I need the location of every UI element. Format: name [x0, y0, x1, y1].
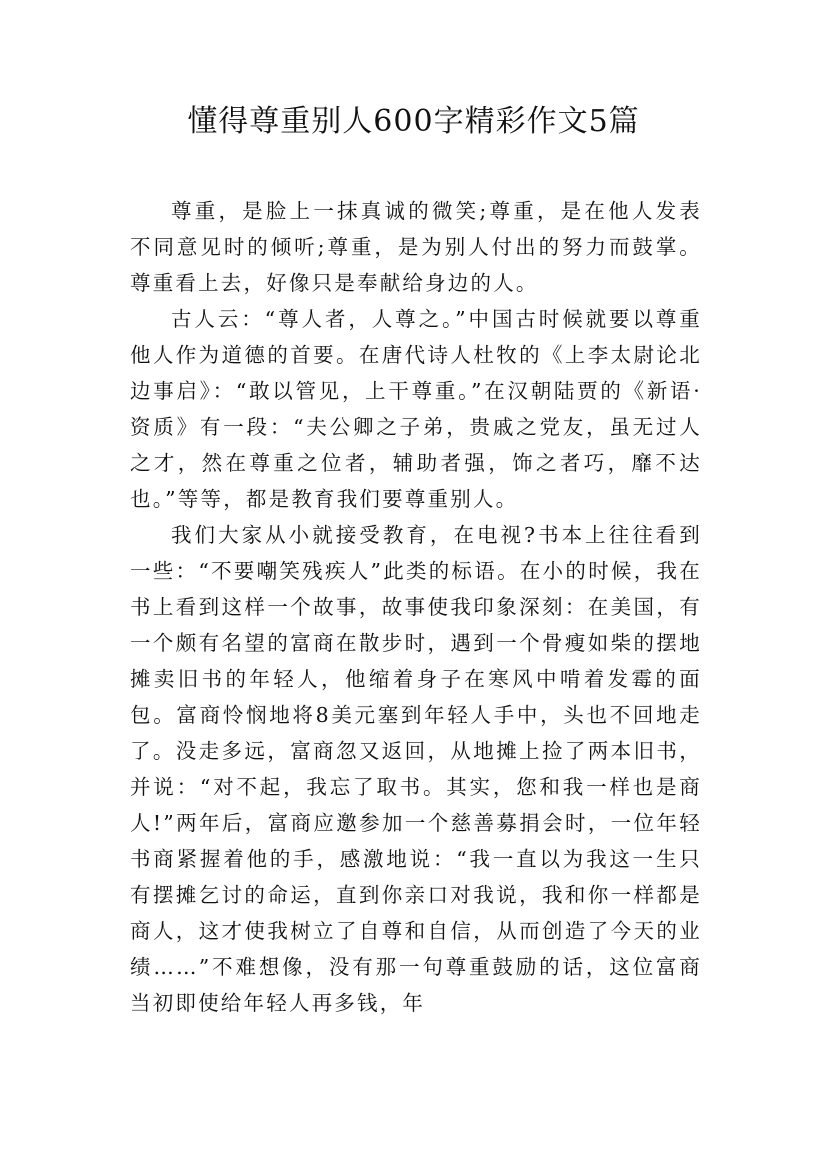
document-body [130, 193, 702, 1021]
paragraph-1: 尊重，是脸上一抹真诚的微笑;尊重，是在他人发表不同意见时的倾听;尊重，是为别人付出的努力而鼓掌。尊重看上去，好像只是奉献给身边的人。 [130, 199, 702, 295]
paragraph-2: 古人云：“尊人者，人尊之。”中国古时候就要以尊重他人作为道德的首要。在唐代诗人杜牧的《上李太尉论北边事启》：“敢以管见，上干尊重。”在汉朝陆贾的《新语·资质》有一段：“夫公卿之子弟，贵戚之党友，虽无过人之才，然在尊重之位者，辅助者强，饰之者巧，靡不达也。”等等，都是教育我们要尊重别人。 [130, 307, 702, 511]
document-title: 懂得尊重别人600字精彩作文5篇 [187, 104, 640, 139]
paragraph-3: 我们大家从小就接受教育，在电视?书本上往往看到一些：“不要嘲笑残疾人”此类的标语。在小的时候，我在书上看到这样一个故事，故事使我印象深刻：在美国，有一个颇有名望的富商在散步时，遇到一个骨瘦如柴的摆地摊卖旧书的年轻人，他缩着身子在寒风中啃着发霉的面包。富商怜悯地将8美元塞到年轻人手中，头也不回地走了。没走多远，富商忽又返回，从地摊上捡了两本旧书，并说：“对不起，我忘了取书。其实，您和我一样也是商人!”两年后，富商应邀参加一个慈善募捐会时，一位年轻书商紧握着他的手，感激地说：“我一直以为我这一生只有摆摊乞讨的命运，直到你亲口对我说，我和你一样都是商人，这才使我树立了自尊和自信，从而创造了今天的业绩……”不难想像，没有那一句尊重鼓励的话，这位富商当初即使给年轻人再多钱，年 [130, 523, 702, 1015]
